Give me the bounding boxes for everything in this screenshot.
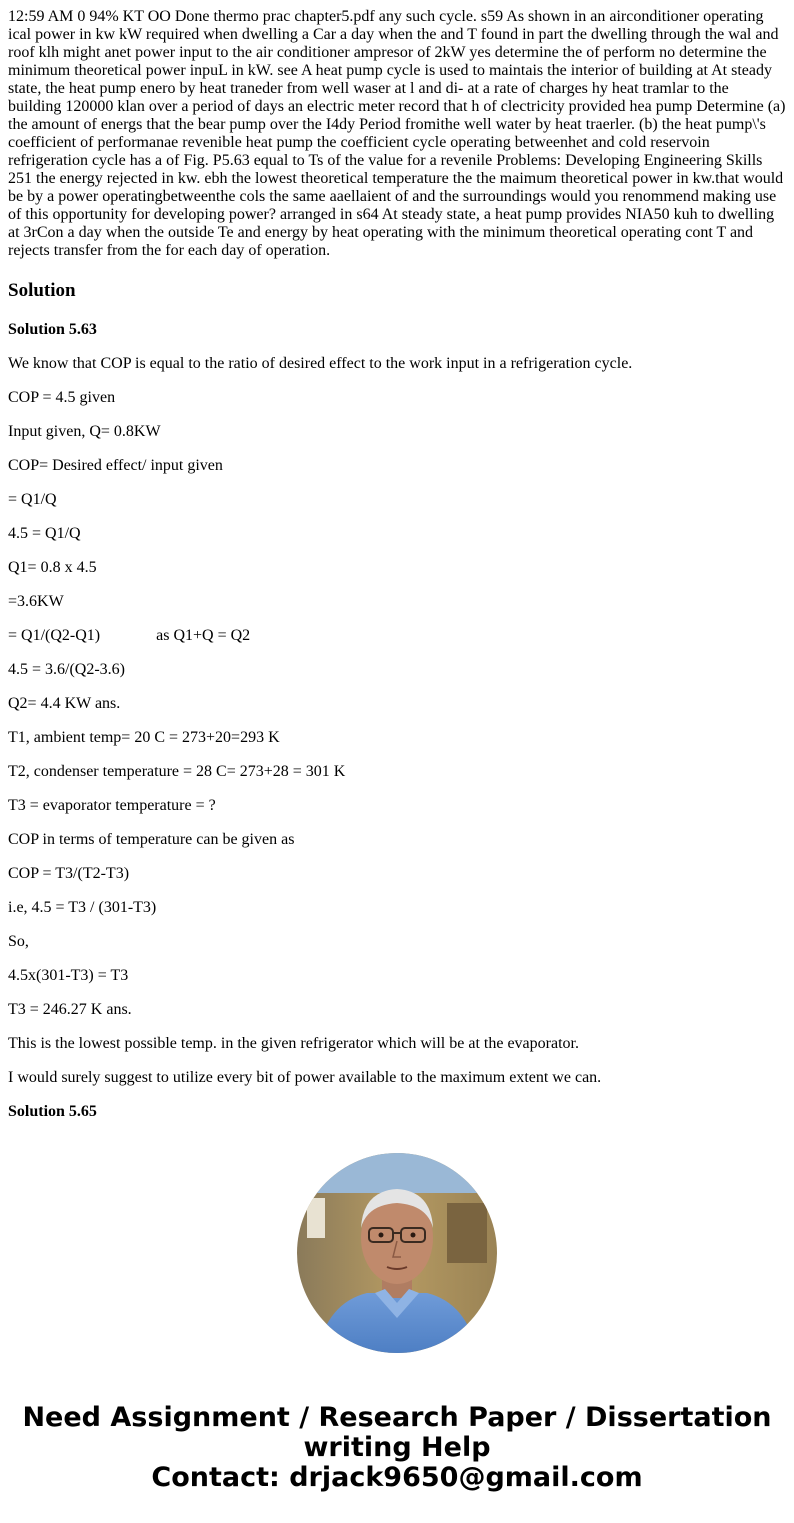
solution-step: COP = T3/(T2-T3) xyxy=(8,865,130,882)
solution-step: We know that COP is equal to the ratio of desired effect to the work input in a refrigeration cycle. xyxy=(8,355,633,372)
solution-step: COP = 4.5 given xyxy=(8,389,116,406)
question-text: 12:59 AM 0 94% KT OO Done thermo prac chapter5.pdf any such cycle. s59 As shown in an airconditioner operating ical power in kw kW required when dwelling a Car a day when the and T found in part the dwelling through the wal and roof klh might anet power input to the air conditioner ampresor of 2kW yes determine the of perform no determine the minimum theoretical power inpuL in kW. see A heat pump cycle is used to maintais the interior of building at At steady state, the heat pump enero by heat traneder from well waser at l and di- at a rate of charges hy heat tramlar to the building 120000 klan over a period of days an electric meter record that h of clectricity provided hea pump Determine (a) the amount of energs that the bear pump over the I4dy Period fromithe well water by heat traerler. (b) the heat pump\'s coefficient of performanae revenible heat pump the coefficient cycle operating betweenhet and cold reservoin refrigeration cycle has a of Fig. P5.63 equal to Ts of the value for a revenile Problems: Developing Engineering Skills 251 the energy rejected in kw. ebh the lowest theoretical temperature the the maimum theoretical power in kw.that would be by a power operatingbetweenthe cols the same aaellaient of and the surroundings would you renommend making use of this opportunity for developing power? arranged in s64 At steady state, a heat pump provides NIA50 kuh to dwelling at 3rCon a day when the outside Te and energy by heat operating with the minimum theoretical operating cont T and rejects transfer from the for each day of operation. xyxy=(8,8,786,259)
promo-banner xyxy=(0,1403,794,1493)
solution-step: = Q1/Q xyxy=(8,491,57,508)
solution-step: 4.5x(301-T3) = T3 xyxy=(8,967,129,984)
solution-heading: Solution xyxy=(8,280,76,301)
solution-step: So, xyxy=(8,933,29,950)
solution-step: = Q1/(Q2-Q1) as Q1+Q = Q2 xyxy=(8,627,251,644)
author-portrait-image xyxy=(297,1153,497,1353)
solution-step: T3 = evaporator temperature = ? xyxy=(8,797,216,814)
solution-step: 4.5 = 3.6/(Q2-3.6) xyxy=(8,661,126,678)
promo-contact[interactable]: Contact: drjack9650@gmail.com xyxy=(151,1462,643,1493)
solution-step: This is the lowest possible temp. in the given refrigerator which will be at the evaporator. xyxy=(8,1035,579,1052)
solution-step: Input given, Q= 0.8KW xyxy=(8,423,161,440)
promo-line-2: writing Help xyxy=(303,1432,491,1463)
promo-line-1: Need Assignment / Research Paper / Dissertation xyxy=(22,1402,772,1433)
solution-step: T3 = 246.27 K ans. xyxy=(8,1001,132,1018)
solution-step: =3.6KW xyxy=(8,593,64,610)
solution-step: COP in terms of temperature can be given as xyxy=(8,831,295,848)
solution-step: COP= Desired effect/ input given xyxy=(8,457,223,474)
solution-subheading-next: Solution 5.65 xyxy=(8,1103,97,1120)
solution-subheading: Solution 5.63 xyxy=(8,321,97,338)
solution-step: Q1= 0.8 x 4.5 xyxy=(8,559,97,576)
document-content xyxy=(8,8,786,1122)
solution-step: i.e, 4.5 = T3 / (301-T3) xyxy=(8,899,157,916)
solution-step: T2, condenser temperature = 28 C= 273+28 = 301 K xyxy=(8,763,346,780)
solution-step: T1, ambient temp= 20 C = 273+20=293 K xyxy=(8,729,280,746)
solution-steps xyxy=(8,355,786,1121)
solution-step: Q2= 4.4 KW ans. xyxy=(8,695,121,712)
author-avatar xyxy=(297,1153,497,1353)
solution-step: I would surely suggest to utilize every bit of power available to the maximum extent we can. xyxy=(8,1069,602,1086)
solution-step: 4.5 = Q1/Q xyxy=(8,525,81,542)
